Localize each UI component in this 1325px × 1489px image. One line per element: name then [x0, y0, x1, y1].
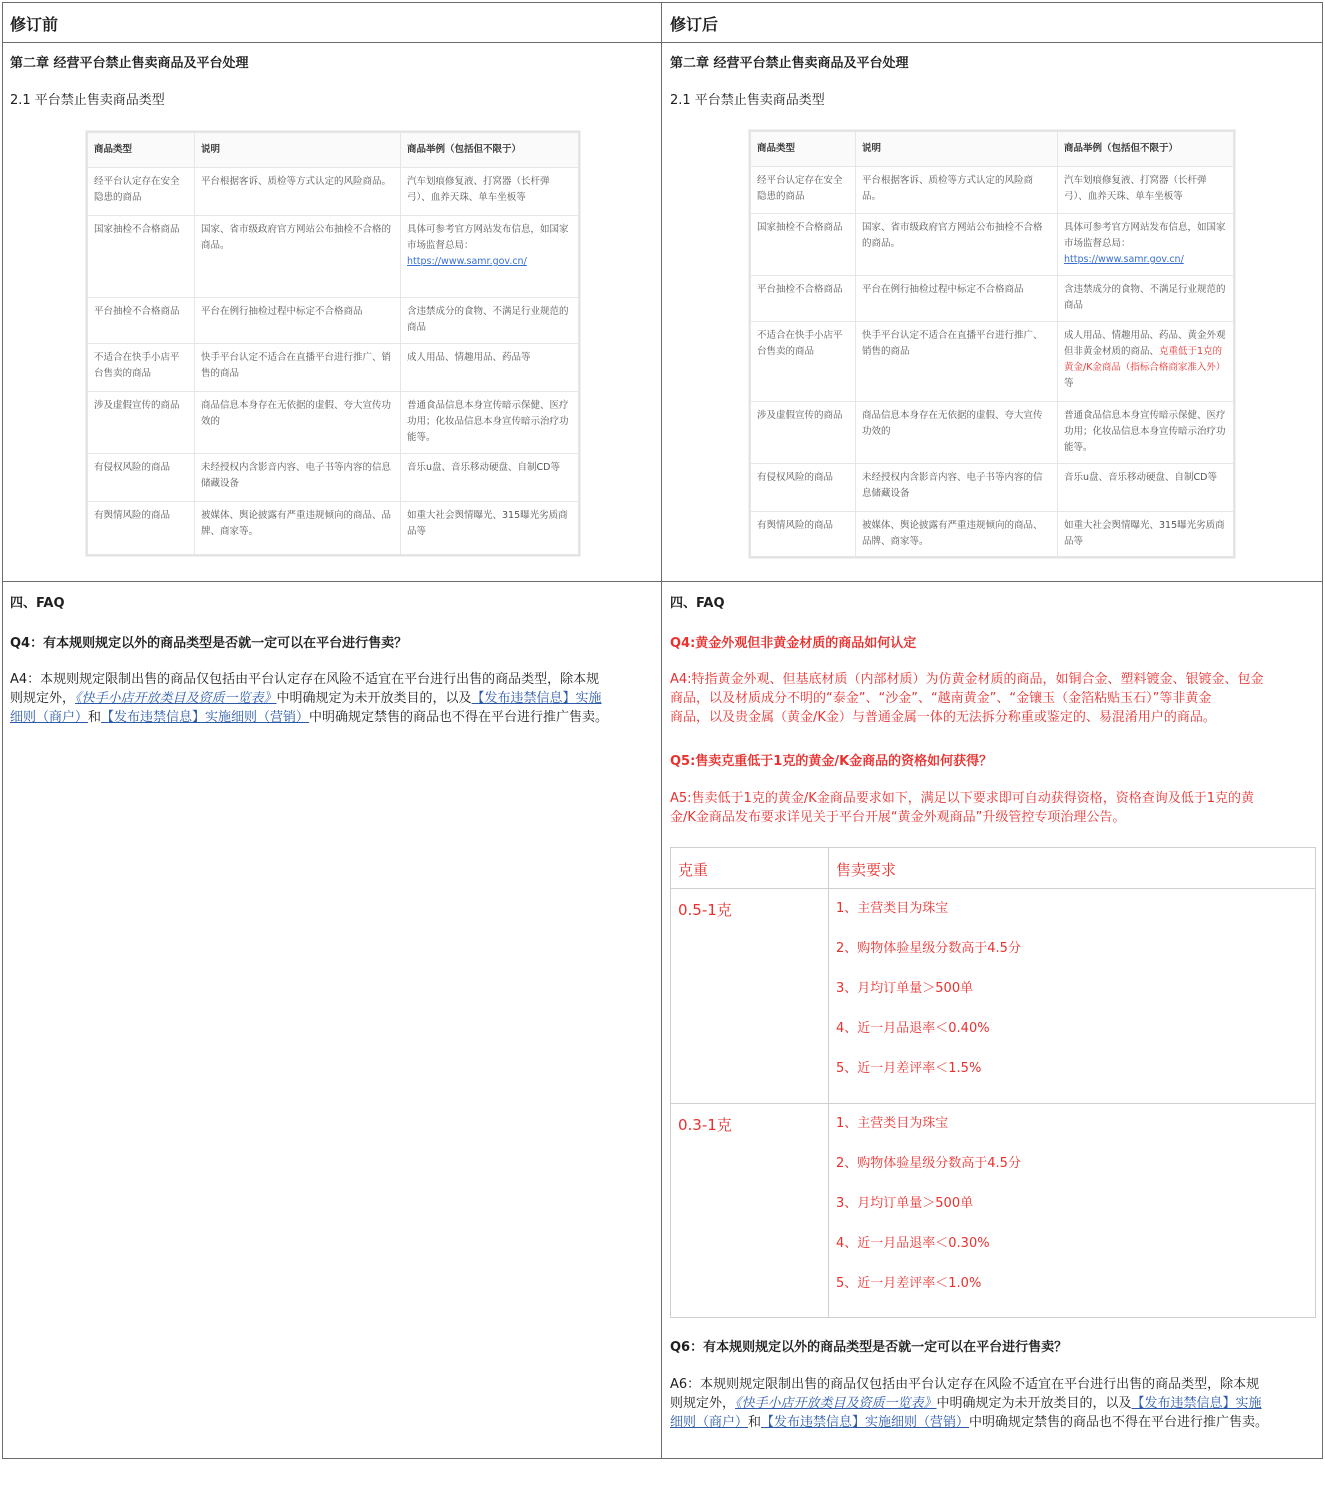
- table-cell: 国家、省市级政府官方网站公布抽检不合格的商品。: [856, 214, 1058, 276]
- faq-title-before: 四、FAQ: [10, 596, 65, 611]
- table-cell: 国家抽检不合格商品: [751, 214, 856, 276]
- violation-rules-marketing-link[interactable]: 【发布违禁信息】实施细则（营销）: [101, 710, 310, 725]
- header-divider: [2, 42, 1323, 43]
- gold-weight-cell: 0.3-1克: [678, 1116, 732, 1134]
- table-cell: 有舆情风险的商品: [751, 512, 856, 557]
- table-cell: 未经授权内含影音内容、电子书等内容的信息储藏设备: [856, 464, 1058, 512]
- table-cell: 汽车划痕修复液、打窝器（长杆弹弓）、血养天珠、单车坐板等: [1058, 167, 1234, 214]
- table-cell: 具体可参考官方网站发布信息，如国家市场监督总局： https://www.samr.gov.cn/: [1058, 214, 1234, 276]
- table-cell: 汽车划痕修复液、打窝器（长杆弹弓）、血养天珠、单车坐板等: [401, 168, 579, 216]
- table-cell: 涉及虚假宣传的商品: [751, 402, 856, 464]
- gold-addition: 克重低于1克的黄金/K金商品（指标合格商家准入外）: [1064, 346, 1226, 373]
- table-header: 说明: [856, 132, 1058, 167]
- catalog-link[interactable]: 《快手小店开放类目及资质一览表》: [735, 1396, 937, 1411]
- question-q4-after: Q4:黄金外观但非黄金材质的商品如何认定: [670, 636, 917, 651]
- table-cell: 普通食品信息本身宣传暗示保健、医疗功用；化妆品信息本身宣传暗示治疗功能等。: [1058, 402, 1234, 464]
- gold-req-item: 2、购物体验星级分数高于4.5分: [836, 941, 1021, 956]
- answer-a5-after: A5:售卖低于1克的黄金/K金商品要求如下，满足以下要求即可自动获得资格，资格查询及低于1克的黄 金/K金商品发布要求详见关于平台开展“黄金外观商品”升级管控专项治理公告。: [670, 791, 1254, 825]
- gold-req-item: 1、主营类目为珠宝: [836, 901, 949, 916]
- gold-req-item: 3、月均订单量＞500单: [836, 1196, 974, 1211]
- table-cell: 有舆情风险的商品: [88, 502, 195, 555]
- gold-req-item: 4、近一月品退率＜0.30%: [836, 1236, 990, 1251]
- table-cell: 音乐u盘、音乐移动硬盘、自制CD等: [1058, 464, 1234, 512]
- gold-table-header: [671, 848, 1315, 889]
- table-cell: 有侵权风险的商品: [751, 464, 856, 512]
- table-cell: 平台根据客诉、质检等方式认定的风险商品。: [856, 167, 1058, 214]
- answer-a6-after: A6：本规则规定限制出售的商品仅包括由平台认定存在风险不适宜在平台进行出售的商品类型，除本规 则规定外，《快手小店开放类目及资质一览表》中明确规定为未开放类目的，以及【发布违禁信息】实施 细则（商户）和【发布违禁信息】实施细则（营销）中明确规定禁售的商品也不得在平台进行推广售卖。: [670, 1377, 1269, 1430]
- samr-link[interactable]: https://www.samr.gov.cn/: [407, 256, 527, 267]
- gold-req-item: 5、近一月差评率＜1.5%: [836, 1061, 982, 1076]
- catalog-link[interactable]: 《快手小店开放类目及资质一览表》: [75, 691, 277, 706]
- question-q6-after: Q6：有本规则规定以外的商品类型是否就一定可以在平台进行售卖？: [670, 1340, 1068, 1355]
- table-cell: 平台抽检不合格商品: [751, 276, 856, 322]
- violation-rules-merchant-link[interactable]: 【发布违禁信息】实施: [1131, 1396, 1262, 1411]
- rules-table-image-before: [86, 131, 580, 556]
- table-cell: 平台根据客诉、质检等方式认定的风险商品。: [195, 168, 401, 216]
- gold-req-item: 2、购物体验星级分数高于4.5分: [836, 1156, 1021, 1171]
- table-cell: 不适合在快手小店平台售卖的商品: [88, 344, 195, 392]
- gold-header-reqs: 售卖要求: [836, 861, 897, 879]
- violation-rules-merchant-link[interactable]: 【发布违禁信息】实施: [471, 691, 602, 706]
- table-cell: 平台抽检不合格商品: [88, 298, 195, 344]
- header-before: 修订前: [10, 15, 59, 34]
- table-cell: 快手平台认定不适合在直播平台进行推广、销售的商品: [195, 344, 401, 392]
- chapter-title-after: 第二章 经营平台禁止售卖商品及平台处理: [670, 56, 909, 71]
- answer-a4-before: A4：本规则规定限制出售的商品仅包括由平台认定存在风险不适宜在平台进行出售的商品类型，除本规 则规定外，《快手小店开放类目及资质一览表》中明确规定为未开放类目的，以及【发布违禁信息】实施 细则（商户）和【发布违禁信息】实施细则（营销）中明确规定禁售的商品也不得在平台进行推广售卖。: [10, 672, 609, 725]
- table-header: 商品举例（包括但不限于）: [1058, 132, 1234, 167]
- table-cell: 快手平台认定不适合在直播平台进行推广、销售的商品: [856, 322, 1058, 402]
- gold-req-item: 3、月均订单量＞500单: [836, 981, 974, 996]
- rules-table-image-after: [749, 130, 1235, 558]
- gold-req-item: 4、近一月品退率＜0.40%: [836, 1021, 990, 1036]
- violation-rules-merchant-link-cont[interactable]: 细则（商户）: [10, 710, 89, 725]
- table-cell: 未经授权内含影音内容、电子书等内容的信息储藏设备: [195, 454, 401, 502]
- gold-header-weight: 克重: [678, 861, 709, 879]
- table-header: 商品类型: [88, 133, 195, 168]
- violation-rules-merchant-link-cont[interactable]: 细则（商户）: [670, 1415, 749, 1430]
- faq-title-after: 四、FAQ: [670, 596, 725, 611]
- table-header: 商品类型: [751, 132, 856, 167]
- gold-req-item: 1、主营类目为珠宝: [836, 1116, 949, 1131]
- table-cell: 含违禁成分的食物、不满足行业规范的商品: [401, 298, 579, 344]
- table-cell: 商品信息本身存在无依据的虚假、夸大宣传功效的: [195, 392, 401, 454]
- table-cell: 如重大社会舆情曝光、315曝光劣质商品等: [401, 502, 579, 555]
- gold-table-row-divider: [671, 1103, 1315, 1104]
- table-cell: 被媒体、舆论披露有严重违规倾向的商品、品牌、商家等。: [856, 512, 1058, 557]
- gold-weight-cell: 0.5-1克: [678, 901, 732, 919]
- table-cell: 具体可参考官方网站发布信息，如国家市场监督总局： https://www.samr.gov.cn/: [401, 216, 579, 298]
- table-cell: 国家、省市级政府官方网站公布抽检不合格的商品。: [195, 216, 401, 298]
- question-q4-before: Q4：有本规则规定以外的商品类型是否就一定可以在平台进行售卖？: [10, 636, 408, 651]
- table-cell: 涉及虚假宣传的商品: [88, 392, 195, 454]
- table-cell: 国家抽检不合格商品: [88, 216, 195, 298]
- table-cell: 普通食品信息本身宣传暗示保健、医疗功用；化妆品信息本身宣传暗示治疗功能等。: [401, 392, 579, 454]
- answer-a4-after: A4:特指黄金外观、但基底材质（内部材质）为仿黄金材质的商品，如铜合金、塑料镀金、银镀金、包金 商品，以及材质成分不明的“泰金”、“沙金”、“越南黄金”、“金镶玉（金箔粘贴玉石）”等非黄金 商品，以及贵金属（黄金/K金）与普通金属一体的无法拆分称重或鉴定的、易混淆用户的商品。: [670, 672, 1264, 725]
- column-divider: [661, 2, 662, 1459]
- gold-req-item: 5、近一月差评率＜1.0%: [836, 1276, 982, 1291]
- table-cell: 成人用品、情趣用品、药品等: [401, 344, 579, 392]
- table-cell: 音乐u盘、音乐移动硬盘、自制CD等: [401, 454, 579, 502]
- table-header: 商品举例（包括但不限于）: [401, 133, 579, 168]
- header-after: 修订后: [670, 15, 719, 34]
- table-cell: 有侵权风险的商品: [88, 454, 195, 502]
- violation-rules-marketing-link[interactable]: 【发布违禁信息】实施细则（营销）: [761, 1415, 970, 1430]
- table-cell: 被媒体、舆论披露有严重违规倾向的商品、品牌、商家等。: [195, 502, 401, 555]
- table-cell: 平台在例行抽检过程中标定不合格商品: [195, 298, 401, 344]
- table-cell: 平台在例行抽检过程中标定不合格商品: [856, 276, 1058, 322]
- table-cell: 经平台认定存在安全隐患的商品: [751, 167, 856, 214]
- table-cell: 经平台认定存在安全隐患的商品: [88, 168, 195, 216]
- section-title-before: 2.1 平台禁止售卖商品类型: [10, 93, 165, 108]
- question-q5-after: Q5:售卖克重低于1克的黄金/K金商品的资格如何获得？: [670, 754, 993, 769]
- table-cell: 含违禁成分的食物、不满足行业规范的商品: [1058, 276, 1234, 322]
- table-cell: 商品信息本身存在无依据的虚假、夸大宣传功效的: [856, 402, 1058, 464]
- section-title-after: 2.1 平台禁止售卖商品类型: [670, 93, 825, 108]
- table-header: 说明: [195, 133, 401, 168]
- table-cell: 如重大社会舆情曝光、315曝光劣质商品等: [1058, 512, 1234, 557]
- gold-table-col-divider: [828, 848, 829, 1317]
- table-cell: 成人用品、情趣用品、药品、黄金外观但非黄金材质的商品、克重低于1克的黄金/K金商品（指标合格商家准入外）等: [1058, 322, 1234, 402]
- gold-requirements-table: [670, 847, 1316, 1318]
- table-cell: 不适合在快手小店平台售卖的商品: [751, 322, 856, 402]
- samr-link[interactable]: https://www.samr.gov.cn/: [1064, 254, 1184, 265]
- row-divider: [2, 581, 1323, 582]
- chapter-title-before: 第二章 经营平台禁止售卖商品及平台处理: [10, 56, 249, 71]
